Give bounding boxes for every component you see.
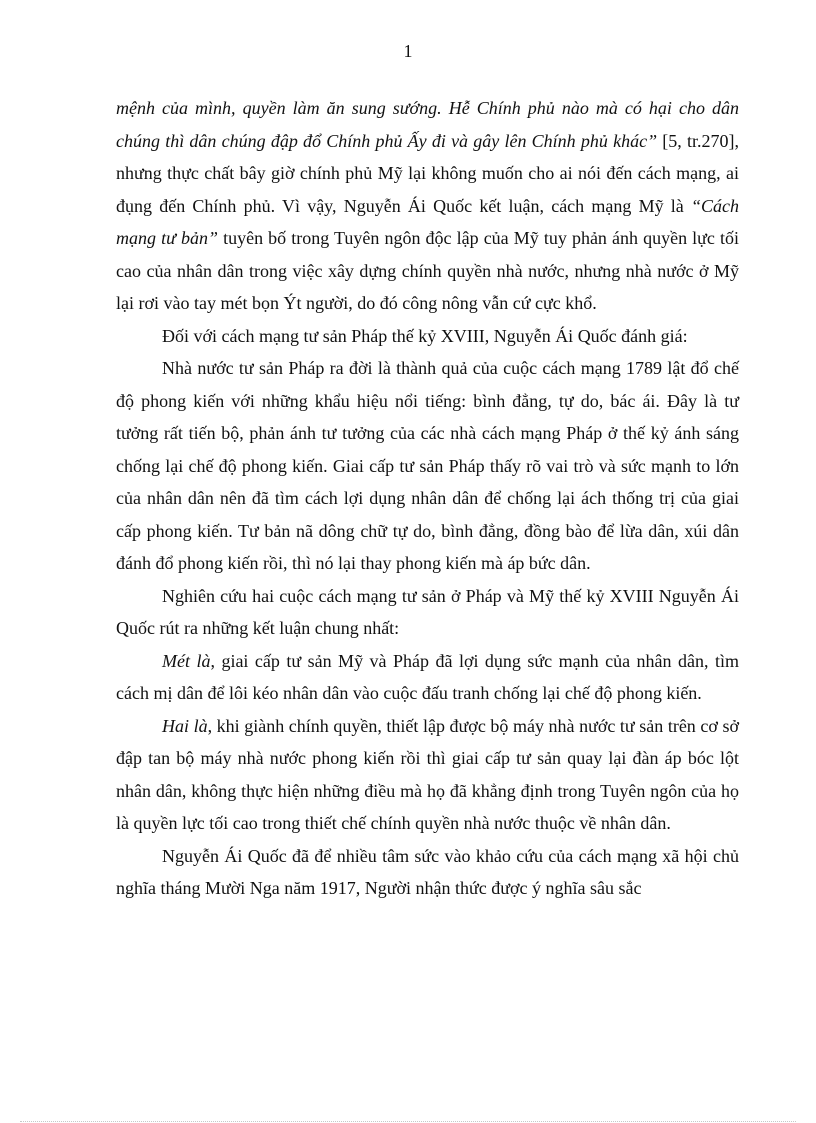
- paragraph: [116, 710, 739, 840]
- paragraph: [116, 645, 739, 710]
- text-run: Nhà nước tư sản Pháp ra đời là thành quả của cuộc cách mạng 1789 lật đổ chế độ phong kiến với những khẩu hiệu nổi tiếng: bình đẳng, tự do, bác ái. Đây là tư tưởng rất tiến bộ, phản ánh tư tưởng của các nhà cách mạng Pháp ở thế kỷ ánh sáng chống lại chế độ phong kiến. Giai cấp tư sản Pháp thấy rõ vai trò và sức mạnh to lớn của nhân dân nên đã tìm cách lợi dụng nhân dân để chống lại ách thống trị của giai cấp phong kiến. Tư bản nã dông chữ tự do, bình đẳng, đồng bào để lừa dân, xúi dân đánh đổ phong kiến rồi, thì nó lại thay phong kiến mà áp bức dân.: [116, 358, 739, 573]
- paragraph: [116, 352, 739, 580]
- page-number: 1: [403, 41, 413, 61]
- text-run: Đối với cách mạng tư sản Pháp thế kỷ XVIII, Nguyễn Ái Quốc đánh giá:: [162, 325, 688, 346]
- paragraph: [116, 580, 739, 645]
- text-run: Nghiên cứu hai cuộc cách mạng tư sản ở Pháp và Mỹ thế kỷ XVIII Nguyễn Ái Quốc rút ra những kết luận chung nhất:: [116, 585, 739, 638]
- text-run-italic: mệnh của mình, quyền làm ăn sung sướng. Hễ Chính phủ nào mà có hại cho dân chúng thì dân chúng đập đổ Chính phủ Ấy đi và gây lên Chính phủ khác”: [116, 98, 739, 151]
- text-run: , giai cấp tư sản Mỹ và Pháp đã lợi dụng sức mạnh của nhân dân, tìm cách mị dân để lôi kéo nhân dân vào cuộc đấu tranh chống lại chế độ phong kiến.: [116, 650, 739, 703]
- page-bottom-rule: [20, 1121, 796, 1122]
- paragraph: [116, 92, 739, 320]
- text-run-italic: Hai là: [162, 715, 208, 736]
- text-run-italic: “Cách mạng tư bản”: [116, 195, 739, 248]
- paragraph: [116, 320, 739, 353]
- text-run: tuyên bố trong Tuyên ngôn độc lập của Mỹ tuy phản ánh quyền lực tối cao của nhân dân trong việc xây dựng chính quyền nhà nước, nhưng nhà nước ở Mỹ lại rơi vào tay mét bọn Ýt người, do đó công nông vẫn cứ cực khổ.: [116, 228, 740, 313]
- text-run: , khi giành chính quyền, thiết lập được bộ máy nhà nước tư sản trên cơ sở đập tan bộ máy nhà nước phong kiến rồi thì giai cấp tư sản quay lại đàn áp bóc lột nhân dân, không thực hiện những điều mà họ đã khẳng định trong Tuyên ngôn của họ là quyền lực tối cao trong thiết chế chính quyền nhà nước thuộc về nhân dân.: [116, 715, 739, 833]
- document-body: [116, 92, 739, 905]
- text-run: [5, tr.270], nhưng thực chất bây giờ chính phủ Mỹ lại không muốn cho ai nói đến cách mạng, ai đụng đến Chính phủ. Vì vậy, Nguyễn Ái Quốc kết luận, cách mạng Mỹ là: [116, 130, 740, 216]
- text-run-italic: Mét là: [162, 650, 211, 671]
- text-run: Nguyễn Ái Quốc đã để nhiều tâm sức vào khảo cứu của cách mạng xã hội chủ nghĩa tháng Mười Nga năm 1917, Người nhận thức được ý nghĩa sâu sắc: [116, 845, 739, 898]
- paragraph: [116, 840, 739, 905]
